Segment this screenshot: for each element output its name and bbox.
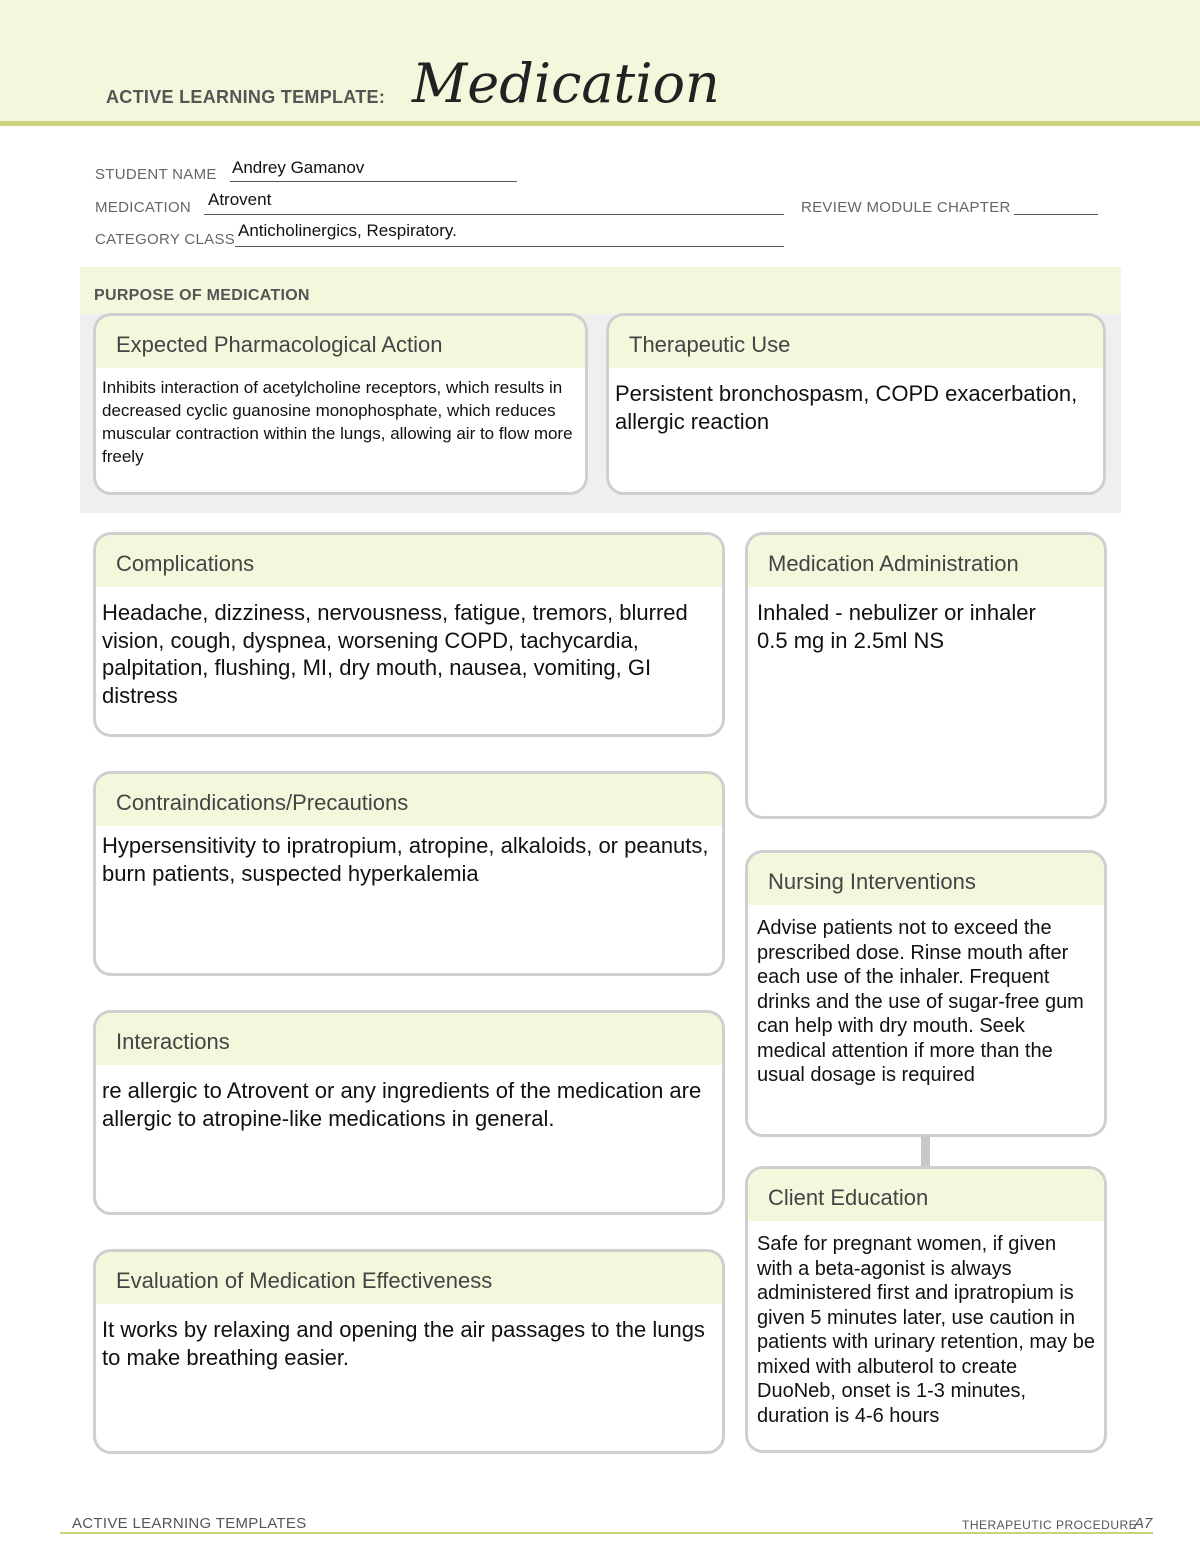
nursing-education-connector [921, 1136, 930, 1166]
expected-action-title: Expected Pharmacological Action [96, 316, 585, 368]
therapeutic-use-text[interactable]: Persistent bronchospasm, COPD exacerbation, allergic reaction [615, 381, 1078, 434]
footer-right-label: THERAPEUTIC PROCEDURE [962, 1518, 1138, 1532]
client-education-card [745, 1166, 1107, 1453]
contraindications-card [93, 771, 725, 976]
review-module-label: REVIEW MODULE CHAPTER [801, 199, 1011, 216]
nursing-text[interactable]: Advise patients not to exceed the prescribed dose. Rinse mouth after each use of the inhaler. Frequent drinks and the use of sugar-free gum can help with dry mouth. Seek medical attention if more than the usual dosage is required [757, 917, 1084, 1086]
interactions-card [93, 1010, 725, 1215]
administration-text[interactable] [748, 587, 1104, 654]
footer-left-label: ACTIVE LEARNING TEMPLATES [72, 1515, 307, 1532]
administration-line-2: 0.5 mg in 2.5ml NS [757, 627, 945, 653]
evaluation-card [93, 1249, 725, 1454]
student-name-line [230, 181, 517, 182]
page-number: A7 [1134, 1515, 1153, 1532]
evaluation-text[interactable]: It works by relaxing and opening the air passages to the lungs to make breathing easier. [102, 1317, 705, 1370]
therapeutic-use-card [606, 313, 1106, 495]
administration-card [745, 532, 1107, 819]
medication-label: MEDICATION [95, 199, 192, 216]
client-education-title: Client Education [748, 1169, 1104, 1221]
interactions-title: Interactions [96, 1013, 722, 1065]
expected-action-card [93, 313, 588, 495]
purpose-label: PURPOSE OF MEDICATION [94, 287, 310, 304]
nursing-card [745, 850, 1107, 1137]
evaluation-title: Evaluation of Medication Effectiveness [96, 1252, 722, 1304]
page-title: Medication [412, 52, 720, 115]
review-module-field[interactable] [1014, 214, 1098, 215]
category-class-field[interactable]: Anticholinergics, Respiratory. [238, 221, 457, 240]
header-rule [0, 121, 1200, 126]
therapeutic-use-title: Therapeutic Use [609, 316, 1103, 368]
student-name-field[interactable]: Andrey Gamanov [232, 158, 365, 177]
expected-action-text[interactable]: Inhibits interaction of acetylcholine receptors, which results in decreased cyclic guanosine monophosphate, which reduces muscular contraction within the lungs, allowing air to flow more freely [102, 378, 573, 466]
contraindications-text[interactable]: Hypersensitivity to ipratropium, atropine, alkaloids, or peanuts, burn patients, suspected hyperkalemia [102, 833, 709, 886]
interactions-text[interactable]: re allergic to Atrovent or any ingredients of the medication are allergic to atropine-like medications in general. [102, 1078, 702, 1131]
administration-title: Medication Administration [748, 535, 1104, 587]
footer-rule [60, 1532, 1153, 1534]
template-label: ACTIVE LEARNING TEMPLATE: [106, 87, 386, 107]
category-class-label: CATEGORY CLASS [95, 231, 236, 248]
complications-title: Complications [96, 535, 722, 587]
medication-line [204, 214, 784, 215]
medication-field[interactable]: Atrovent [208, 190, 272, 209]
complications-card [93, 532, 725, 737]
category-class-line [235, 246, 784, 247]
student-name-label: STUDENT NAME [95, 166, 217, 183]
nursing-title: Nursing Interventions [748, 853, 1104, 905]
client-education-text[interactable]: Safe for pregnant women, if given with a beta-agonist is always administered first and ipratropium is given 5 minutes later, use caution in patients with urinary retention, may be mixed with albuterol to create DuoNeb, onset is 1-3 minutes, duration is 4-6 hours [757, 1233, 1095, 1427]
contraindications-title: Contraindications/Precautions [96, 774, 722, 826]
complications-text[interactable]: Headache, dizziness, nervousness, fatigue, tremors, blurred vision, cough, dyspnea, worsening COPD, tachycardia, palpitation, flushing, MI, dry mouth, nausea, vomiting, GI distress [102, 600, 688, 708]
administration-line-1: Inhaled - nebulizer or inhaler [757, 600, 1036, 625]
